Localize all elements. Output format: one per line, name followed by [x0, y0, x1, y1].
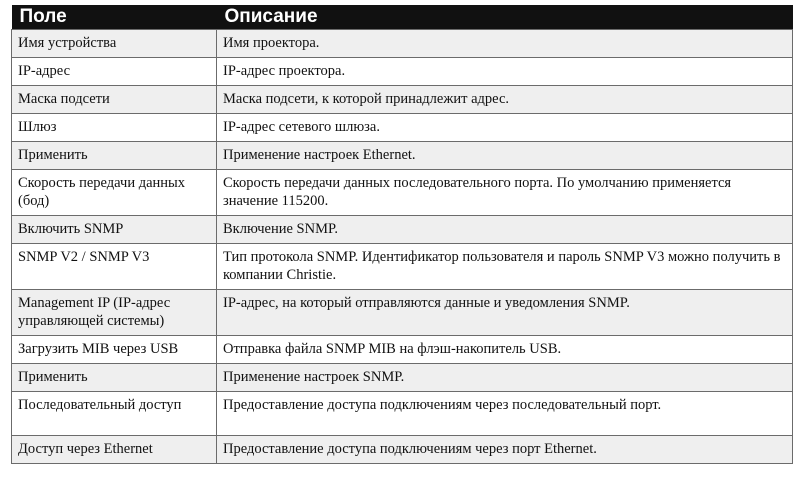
table-row [12, 290, 793, 336]
header-description: Описание [217, 5, 793, 30]
table-row [12, 58, 793, 86]
row-field: SNMP V2 / SNMP V3 [12, 244, 217, 290]
row-field: Применить [12, 364, 217, 392]
row-field: Шлюз [12, 114, 217, 142]
row-description: Маска подсети, к которой принадлежит адрес. [217, 86, 793, 114]
table-row [12, 392, 793, 436]
row-field: Скорость передачи данных (бод) [12, 170, 217, 216]
table-row [12, 86, 793, 114]
row-description: Применение настроек SNMP. [217, 364, 793, 392]
row-field: IP-адрес [12, 58, 217, 86]
table-header-row [12, 5, 793, 30]
row-field: Management IP (IP-адрес управляющей системы) [12, 290, 217, 336]
row-field: Включить SNMP [12, 216, 217, 244]
table-row [12, 364, 793, 392]
row-field: Доступ через Ethernet [12, 436, 217, 464]
table-row [12, 142, 793, 170]
row-description: Имя проектора. [217, 30, 793, 58]
table-row [12, 336, 793, 364]
row-description: IP-адрес сетевого шлюза. [217, 114, 793, 142]
row-field: Применить [12, 142, 217, 170]
table-row [12, 244, 793, 290]
row-description: IP-адрес, на который отправляются данные и уведомления SNMP. [217, 290, 793, 336]
settings-table-container [11, 5, 792, 464]
row-description: Отправка файла SNMP MIB на флэш-накопитель USB. [217, 336, 793, 364]
row-description: Скорость передачи данных последовательного порта. По умолчанию применяется значение 115200. [217, 170, 793, 216]
table-row [12, 30, 793, 58]
table-row [12, 170, 793, 216]
row-description: Тип протокола SNMP. Идентификатор пользователя и пароль SNMP V3 можно получить в компании Christie. [217, 244, 793, 290]
row-field: Маска подсети [12, 86, 217, 114]
row-field: Последовательный доступ [12, 392, 217, 436]
row-description: Применение настроек Ethernet. [217, 142, 793, 170]
row-field: Загрузить MIB через USB [12, 336, 217, 364]
row-description: Предоставление доступа подключениям через порт Ethernet. [217, 436, 793, 464]
row-description: IP-адрес проектора. [217, 58, 793, 86]
row-description: Включение SNMP. [217, 216, 793, 244]
row-description: Предоставление доступа подключениям через последовательный порт. [217, 392, 793, 436]
table-row [12, 216, 793, 244]
table-row [12, 114, 793, 142]
settings-table [11, 5, 793, 464]
header-field: Поле [12, 5, 217, 30]
row-field: Имя устройства [12, 30, 217, 58]
table-row [12, 436, 793, 464]
